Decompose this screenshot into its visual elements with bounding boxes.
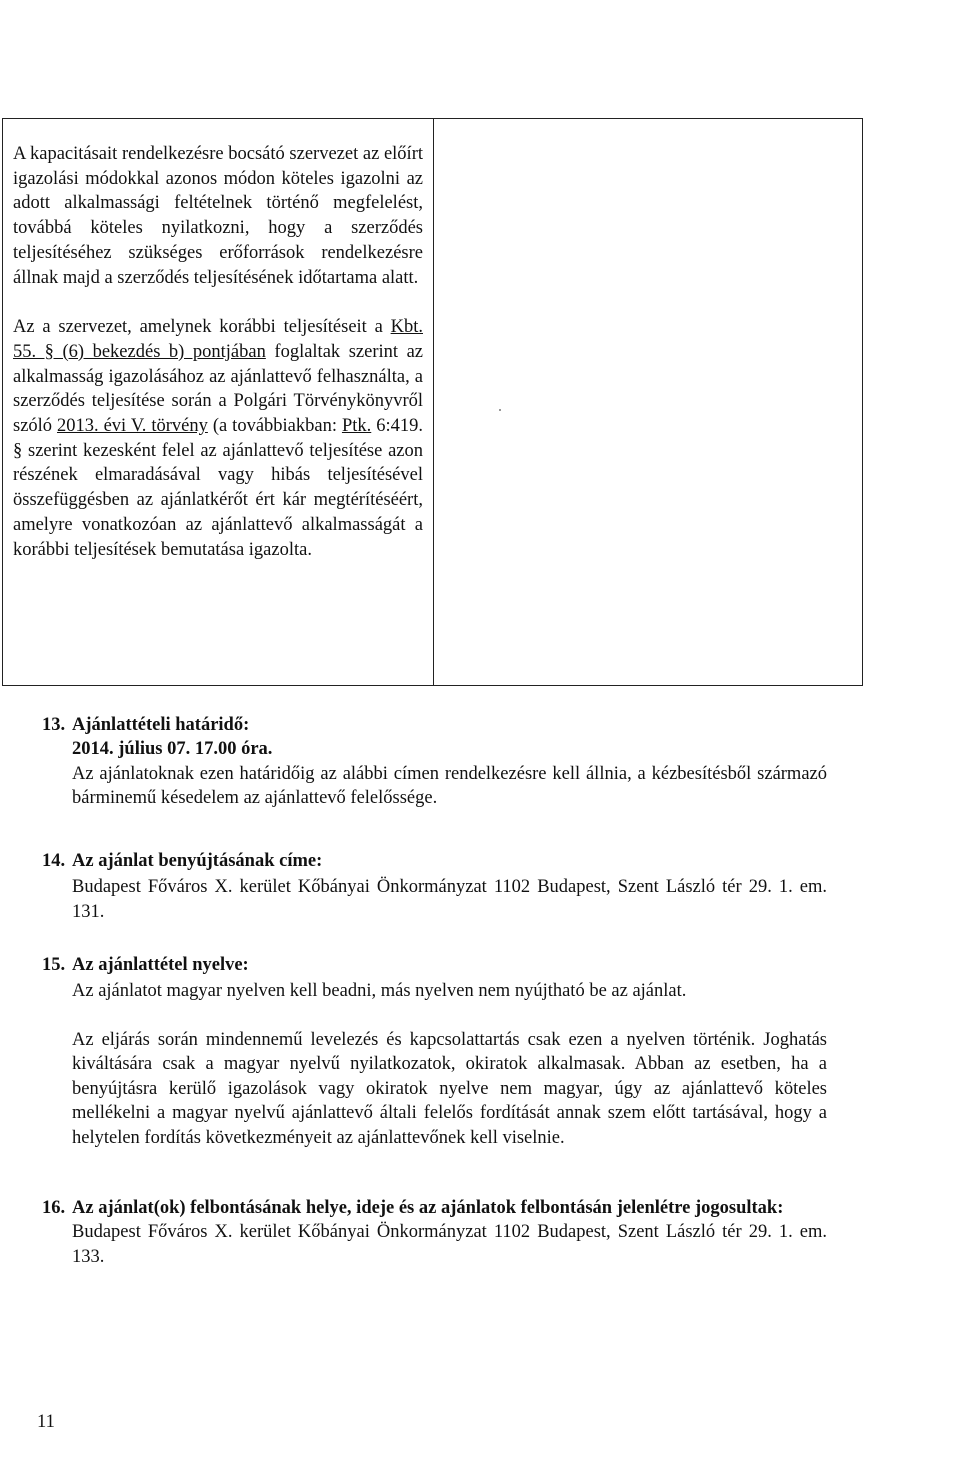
section-body: Az ajánlatoknak ezen határidőig az alábbi címen rendelkezésre kell állnia, a kézbesítésből származó bárminemű késedelem az ajánlattevő felelőssége.: [72, 763, 827, 808]
section-14: [42, 849, 827, 924]
section-number: 13.: [42, 715, 66, 735]
guarantor-text-3: (a továbbiakban:: [207, 416, 342, 437]
law-reference: 2013. évi V. törvény: [57, 416, 208, 437]
table-left-cell: [13, 142, 423, 562]
deadline-value: 2014. július 07. 17.00 óra.: [72, 739, 273, 759]
section-title: Az ajánlattétel nyelve:: [72, 955, 249, 975]
section-16: [42, 1196, 827, 1269]
section-title: Az ajánlat benyújtásának címe:: [72, 851, 323, 871]
ptk-reference: Ptk.: [341, 416, 372, 437]
capacity-provider-paragraph: A kapacitásait rendelkezésre bocsátó szervezet az előírt igazolási módokkal azonos módon köteles igazolni az adott alkalmassági feltételnek történő megfelelést, továbbá köteles nyilatkozni, hogy a szerződés teljesítéséhez szükséges erőforrások rendelkezésre állnak majd a szerződés teljesítésének időtartama alatt.: [13, 144, 423, 288]
guarantor-text-1: Az a szervezet, amelynek korábbi teljesítéseit a: [13, 317, 391, 338]
section-title: Ajánlattételi határidő:: [72, 715, 250, 735]
guarantor-paragraph: [13, 315, 423, 562]
guarantor-text-4: 6:419. § szerint kezesként felel az ajánlattevő teljesítése azon részének elmaradásával vagy hibás teljesítésével összefüggésben az ajánlatkérőt ért kár megtérítéséért, amelyre vonatkozóan az ajánlattevő alkalmasságát a korábbi teljesítések bemutatása igazolta.: [13, 416, 423, 560]
section-number: 16.: [42, 1198, 66, 1218]
section-body: Az ajánlatot magyar nyelven kell beadni, más nyelven nem nyújtható be az ajánlat.: [72, 981, 687, 1001]
section-body: Budapest Főváros X. kerület Kőbányai Önkormányzat 1102 Budapest, Szent László tér 29. 1. em. 131.: [72, 877, 827, 922]
section-body-2: Az eljárás során mindennemű levelezés és kapcsolattartás csak ezen a nyelven történik. Joghatás kiváltására csak a magyar nyelvű nyilatkozatok, okiratok alkalmasak. Abban az esetben, ha a benyújtásra kerülő igazolások vagy okiratok nyelve nem magyar, úgy az ajánlattevő köteles mellékelni a magyar nyelvű ajánlattevő általi felelős fordítását annak szem előtt tartásával, hogy a helytelen fordítás következményeit az ajánlattevőnek kell viselnie.: [72, 1029, 827, 1148]
kbt-reference: Kbt. 55. § (6) bekezdés b) pontjában: [13, 317, 423, 362]
section-13: [42, 713, 827, 811]
conditions-table: [2, 118, 863, 686]
section-title: Az ajánlat(ok) felbontásának helye, ideje és az ajánlatok felbontásán jelenlétre jogosultak:: [72, 1198, 784, 1218]
table-column-divider: [433, 119, 434, 685]
page-number: 11: [37, 1412, 55, 1432]
section-15: [42, 953, 827, 1150]
section-number: 14.: [42, 851, 66, 871]
section-number: 15.: [42, 955, 66, 975]
scan-speck: [499, 409, 501, 411]
section-body: Budapest Főváros X. kerület Kőbányai Önkormányzat 1102 Budapest, Szent László tér 29. 1. em. 133.: [72, 1222, 827, 1267]
guarantor-text-2: foglaltak szerint az alkalmasság igazolásához az ajánlattevő felhasználta, a szerződés teljesítése során a Polgári Törvénykönyvről szóló: [13, 341, 423, 437]
